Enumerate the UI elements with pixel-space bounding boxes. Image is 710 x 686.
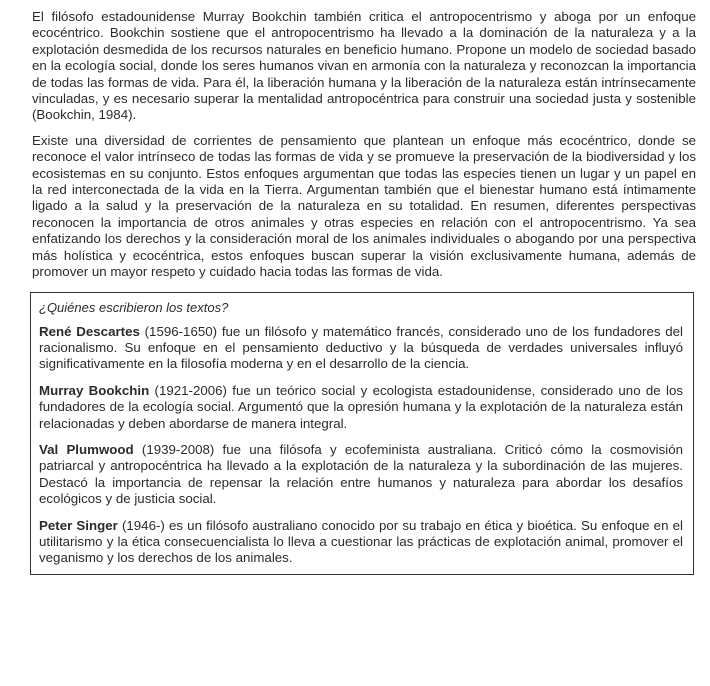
author-entry-singer xyxy=(39,518,683,567)
author-name: Murray Bookchin xyxy=(39,382,150,398)
author-bio: (1946-) es un filósofo australiano conocido por su trabajo en ética y bioética. Su enfoque en el utilitarismo y la ética consecuencialista lo lleva a cuestionar las prácticas de explotación animal, promover el veganismo y los derechos de los animales. xyxy=(39,517,683,566)
author-entry-bookchin xyxy=(39,383,683,432)
author-bio: (1921-2006) fue un teórico social y ecologista estadounidense, considerado uno de los fundadores de la ecología social. Argumentó que la opresión humana y la explotación de la naturaleza están relacionadas y deben abordarse de manera integral. xyxy=(39,382,683,431)
author-entry-descartes xyxy=(39,324,683,373)
author-name: Peter Singer xyxy=(39,517,118,533)
author-bio: (1939-2008) fue una filósofa y ecofeminista australiana. Criticó cómo la cosmovisión patriarcal y antropocéntrica ha llevado a la explotación de la naturaleza y la subordinación de las mujeres. Destacó la importancia de repensar la relación entre humanos y naturaleza para abordar los desafíos ecológicos y de justicia social. xyxy=(39,441,684,507)
author-name: René Descartes xyxy=(39,323,140,339)
authors-box-title: ¿Quiénes escribieron los textos? xyxy=(39,299,229,315)
author-bio: (1596-1650) fue un filósofo y matemático francés, considerado uno de los fundadores del racionalismo. Su enfoque en el pensamiento deductivo y la búsqueda de verdades universales influyó significativamente en la filosofía moderna y en el desarrollo de la ciencia. xyxy=(39,323,683,372)
paragraph-diversity: Existe una diversidad de corrientes de pensamiento que plantean un enfoque más ecocéntrico, donde se reconoce el valor intrínseco de todas las formas de vida y se promueve la preservación de la biodiversidad y los ecosistemas en su conjunto. Estos enfoques argumentan que todas las especies tienen un lugar y un papel en la red interconectada de la vida en la Tierra. Argumentan también que el bienestar humano está íntimamente ligado a la salud y la preservación de la naturaleza en su totalidad. En resumen, diferentes perspectivas reconocen la importancia de otros animales y otras especies en relación con el antropocentrismo. Ya sea enfatizando los derechos y la consideración moral de los animales individuales o abogando por una perspectiva más holística y ecocéntrica, estos enfoques buscan superar la visión exclusivamente humana, además de promover un mayor respeto y cuidado hacia todas las formas de vida. xyxy=(32,132,696,280)
paragraph-bookchin-view: El filósofo estadounidense Murray Bookchin también critica el antropocentrismo y aboga por un enfoque ecocéntrico. Bookchin sostiene que el antropocentrismo ha llevado a la dominación de la naturaleza y a la explotación desmedida de los recursos naturales en beneficio humano. Propone un modelo de sociedad basado en la ecología social, donde los seres humanos vivan en armonía con la naturaleza y reconozcan la importancia de todas las formas de vida. Para él, la liberación humana y la liberación de la naturaleza están intrínsecamente vinculadas, y es necesario superar la mentalidad antropocéntrica para construir una sociedad justa y sostenible (Bookchin, 1984). xyxy=(32,9,696,123)
author-entry-plumwood xyxy=(39,442,683,508)
authors-box xyxy=(30,292,694,575)
author-name: Val Plumwood xyxy=(39,441,134,457)
